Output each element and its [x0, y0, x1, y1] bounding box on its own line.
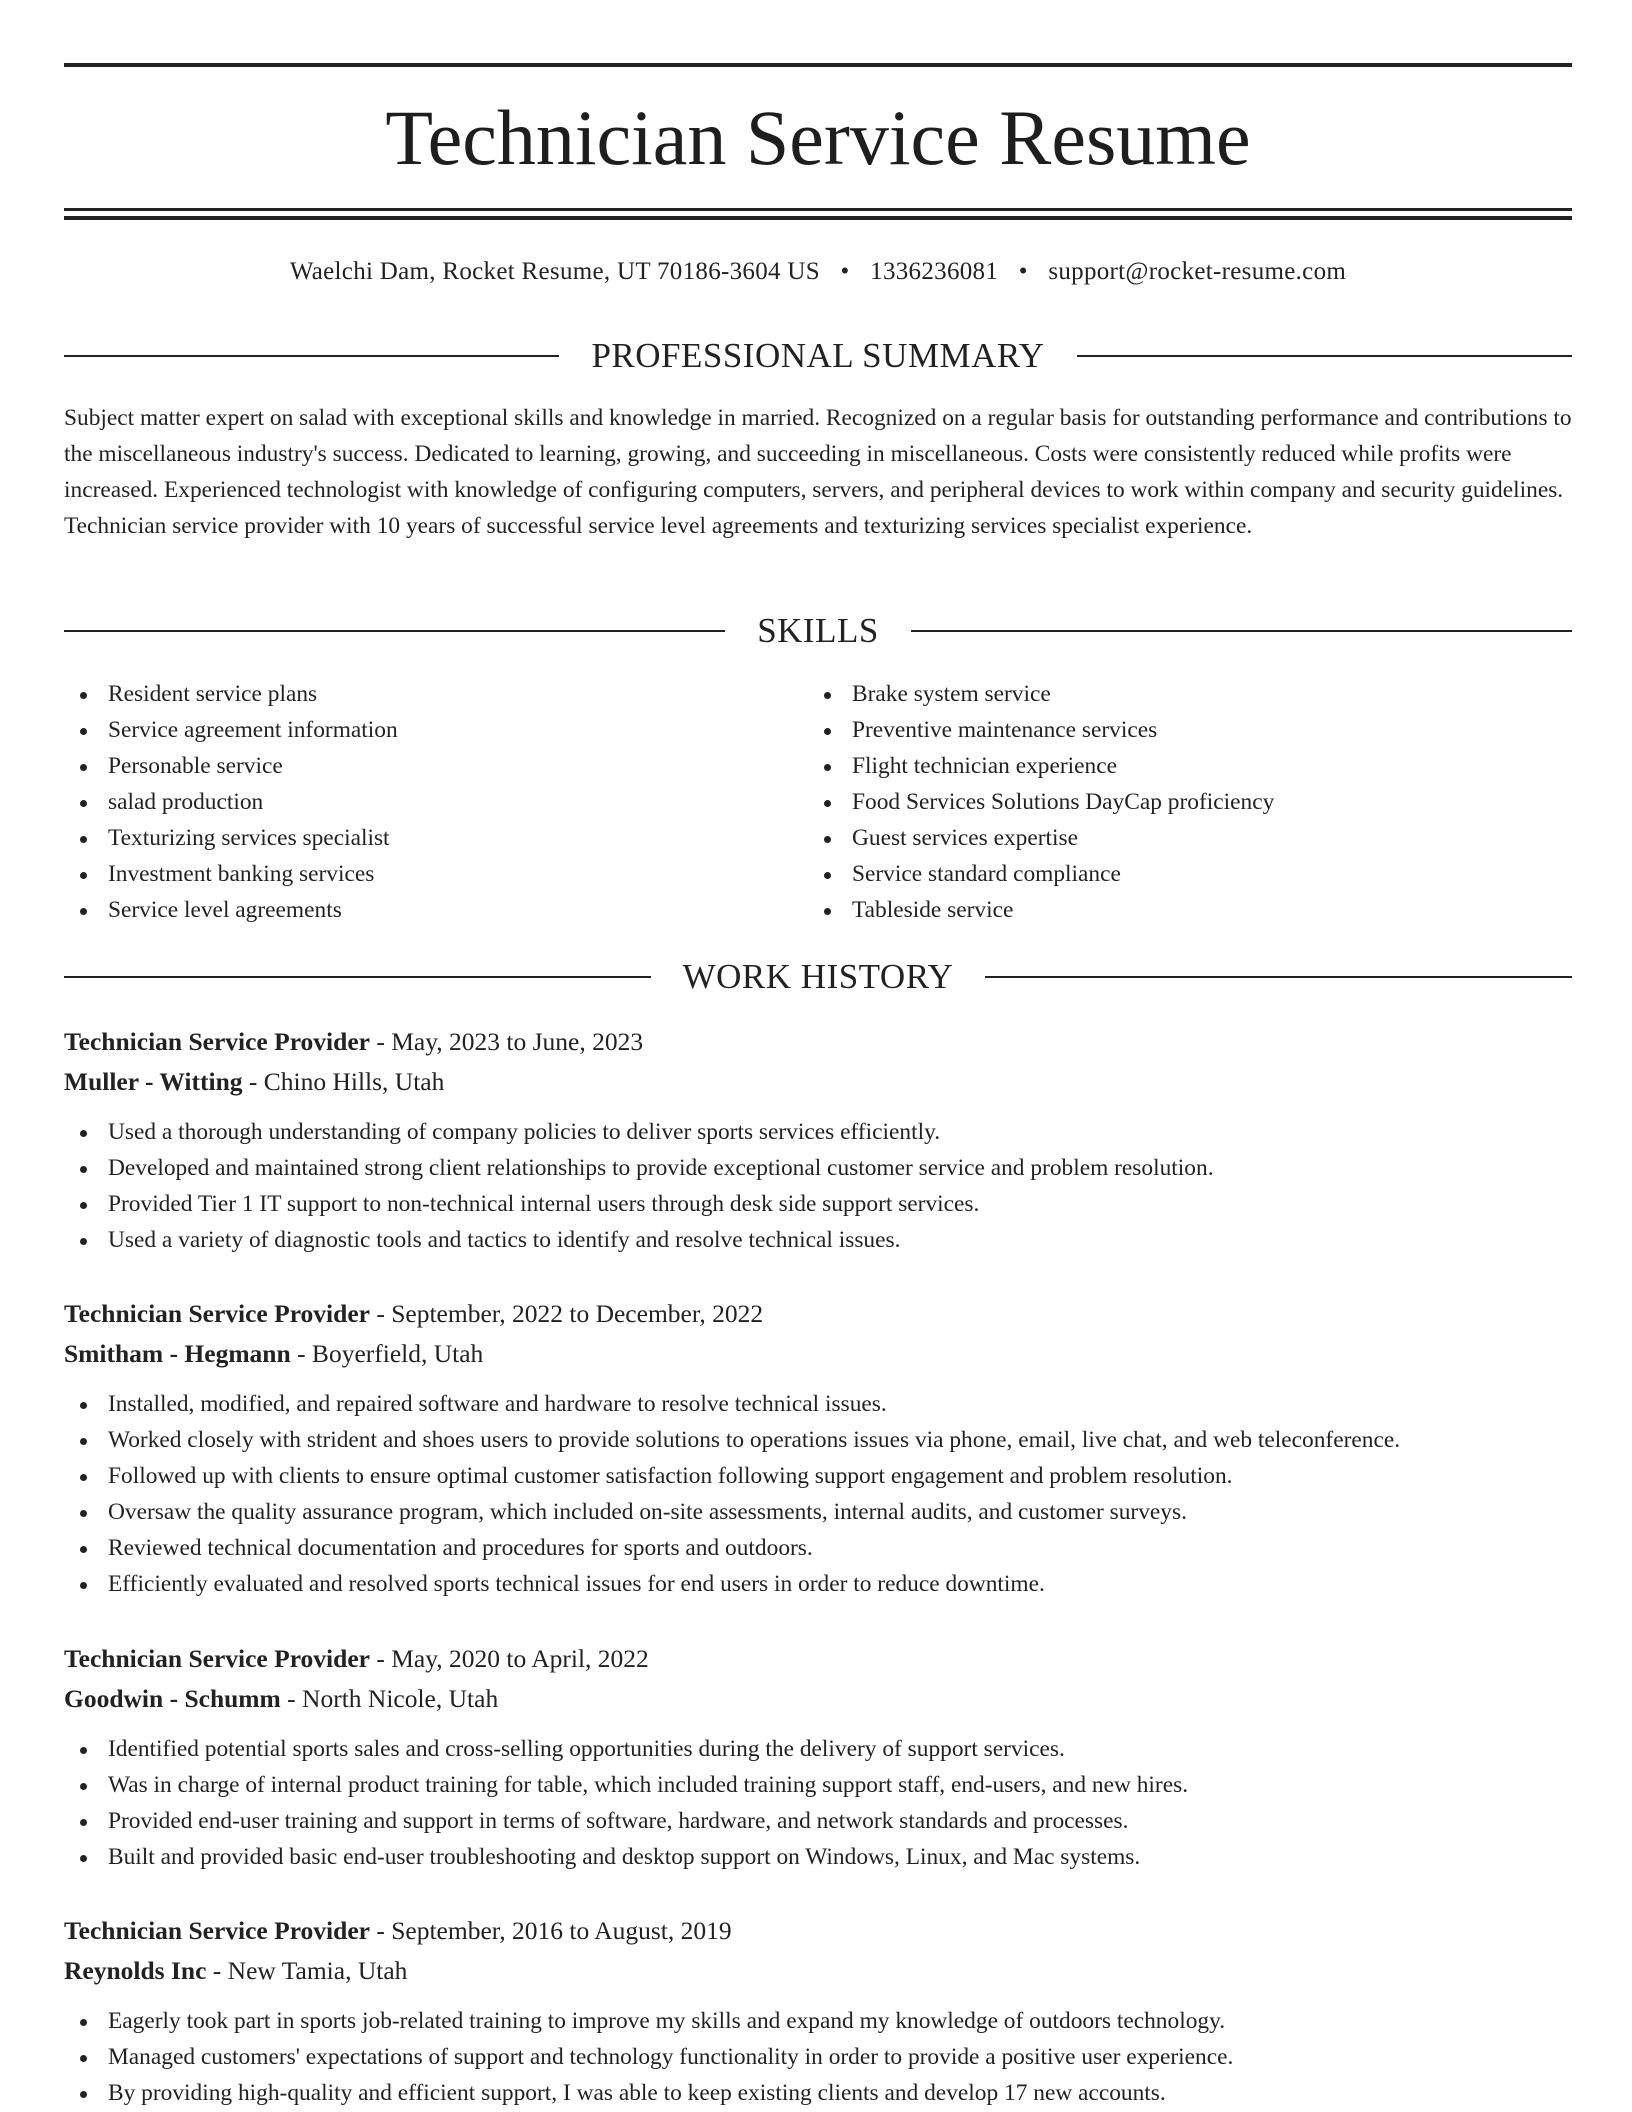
job-duty: Managed customers' expectations of support and technology functionality in order to provide a positive user experience. — [64, 2039, 1572, 2075]
skill-item: Resident service plans — [64, 676, 808, 712]
job-duty: Developed and maintained strong client relationships to provide exceptional customer service and problem resolution. — [64, 1150, 1572, 1186]
job-duties — [64, 2003, 1572, 2111]
contact-address: Waelchi Dam, Rocket Resume, UT 70186-3604 US — [289, 258, 820, 285]
job-company-line — [64, 1062, 1572, 1102]
contact-line — [64, 254, 1572, 290]
heading-rule-left — [64, 630, 725, 632]
summary-text: Subject matter expert on salad with exceptional skills and knowledge in married. Recognized on a regular basis for outstanding performance and contributions to the miscellaneous industry's success. Dedicated to learning, growing, and succeeding in miscellaneous. Costs were consistently reduced while profits were increased. Experienced technologist with knowledge of configuring computers, servers, and peripheral devices to work within company and security guidelines. Technician service provider with 10 years of successful service level agreements and texturizing services specialist experience. — [64, 405, 1572, 539]
contact-phone: 1336236081 — [870, 258, 999, 285]
job-title: Technician Service Provider — [64, 1916, 370, 1945]
job-company: Smitham - Hegmann — [64, 1339, 291, 1368]
job-location: - Chino Hills, Utah — [242, 1067, 445, 1096]
job-location: - Boyerfield, Utah — [290, 1339, 484, 1368]
summary-heading — [64, 334, 1572, 378]
job-duty: Identified potential sports sales and cross-selling opportunities during the delivery of support services. — [64, 1731, 1572, 1767]
job-duty: Reviewed technical documentation and procedures for sports and outdoors. — [64, 1530, 1572, 1566]
job-duty: Built and provided basic end-user troubleshooting and desktop support on Windows, Linux, and Mac systems. — [64, 1839, 1572, 1875]
job-duty: Eagerly took part in sports job-related training to improve my skills and expand my knowledge of outdoors technology. — [64, 2003, 1572, 2039]
skill-item: Personable service — [64, 748, 808, 784]
job-duty: Used a variety of diagnostic tools and tactics to identify and resolve technical issues. — [64, 1222, 1572, 1258]
job-title-line — [64, 1022, 1572, 1062]
job-title: Technician Service Provider — [64, 1027, 370, 1056]
heading-rule-left — [64, 355, 559, 357]
skill-item: salad production — [64, 784, 808, 820]
job-title: Technician Service Provider — [64, 1299, 370, 1328]
job-entry — [64, 1639, 1572, 1875]
job-duties — [64, 1731, 1572, 1875]
resume-title: Technician Service Resume — [385, 94, 1251, 181]
skill-item: Food Services Solutions DayCap proficiency — [808, 784, 1552, 820]
job-dates: - September, 2016 to August, 2019 — [369, 1916, 732, 1945]
skill-item: Service level agreements — [64, 892, 808, 928]
skills-list — [64, 676, 1572, 928]
job-duty: Installed, modified, and repaired software and hardware to resolve technical issues. — [64, 1386, 1572, 1422]
skill-item: Investment banking services — [64, 856, 808, 892]
contact-email: support@rocket-resume.com — [1048, 258, 1347, 285]
job-title-line — [64, 1639, 1572, 1679]
job-duty: Provided Tier 1 IT support to non-technical internal users through desk side support services. — [64, 1186, 1572, 1222]
job-company: Muller - Witting — [64, 1067, 243, 1096]
skill-item: Texturizing services specialist — [64, 820, 808, 856]
work-history-heading-label: WORK HISTORY — [682, 957, 954, 996]
skill-item: Guest services expertise — [808, 820, 1552, 856]
skill-item: Tableside service — [808, 892, 1552, 928]
job-company-line — [64, 1334, 1572, 1374]
heading-rule-right — [1077, 355, 1572, 357]
job-dates: - May, 2023 to June, 2023 — [369, 1027, 644, 1056]
job-company-line — [64, 1951, 1572, 1991]
top-rule — [64, 63, 1572, 67]
skill-item: Brake system service — [808, 676, 1552, 712]
job-company: Reynolds Inc — [64, 1956, 207, 1985]
contact-separator: • — [1018, 258, 1028, 285]
job-entry — [64, 1022, 1572, 1258]
job-duties — [64, 1386, 1572, 1602]
job-duty: Worked closely with strident and shoes users to provide solutions to operations issues via phone, email, live chat, and web teleconference. — [64, 1422, 1572, 1458]
skills-heading — [64, 609, 1572, 653]
title-double-rule — [64, 208, 1572, 220]
job-duty: By providing high-quality and efficient support, I was able to keep existing clients and develop 17 new accounts. — [64, 2075, 1572, 2111]
heading-rule-right — [985, 976, 1572, 978]
skill-item: Service standard compliance — [808, 856, 1552, 892]
skills-heading-label: SKILLS — [757, 611, 879, 650]
job-duty: Was in charge of internal product training for table, which included training support staff, end-users, and new hires. — [64, 1767, 1572, 1803]
job-duty: Efficiently evaluated and resolved sports technical issues for end users in order to reduce downtime. — [64, 1566, 1572, 1602]
contact-separator: • — [840, 258, 850, 285]
job-duty: Used a thorough understanding of company policies to deliver sports services efficiently. — [64, 1114, 1572, 1150]
job-entry — [64, 1294, 1572, 1602]
skills-column-right — [808, 676, 1552, 928]
job-location: - North Nicole, Utah — [280, 1684, 499, 1713]
job-duties — [64, 1114, 1572, 1258]
job-dates: - May, 2020 to April, 2022 — [369, 1644, 649, 1673]
job-duty: Oversaw the quality assurance program, which included on-site assessments, internal audits, and customer surveys. — [64, 1494, 1572, 1530]
job-duty: Provided end-user training and support in terms of software, hardware, and network standards and processes. — [64, 1803, 1572, 1839]
skill-item: Flight technician experience — [808, 748, 1552, 784]
job-entry — [64, 1911, 1572, 2111]
heading-rule-right — [911, 630, 1572, 632]
job-title-line — [64, 1911, 1572, 1951]
job-dates: - September, 2022 to December, 2022 — [369, 1299, 764, 1328]
summary-heading-label: PROFESSIONAL SUMMARY — [591, 336, 1045, 375]
job-title-line — [64, 1294, 1572, 1334]
skills-column-left — [64, 676, 808, 928]
job-duty: Followed up with clients to ensure optimal customer satisfaction following support engagement and problem resolution. — [64, 1458, 1572, 1494]
job-company: Goodwin - Schumm — [64, 1684, 281, 1713]
heading-rule-left — [64, 976, 651, 978]
job-company-line — [64, 1679, 1572, 1719]
job-location: - New Tamia, Utah — [206, 1956, 408, 1985]
work-history-heading — [64, 955, 1572, 999]
skill-item: Service agreement information — [64, 712, 808, 748]
job-title: Technician Service Provider — [64, 1644, 370, 1673]
skill-item: Preventive maintenance services — [808, 712, 1552, 748]
